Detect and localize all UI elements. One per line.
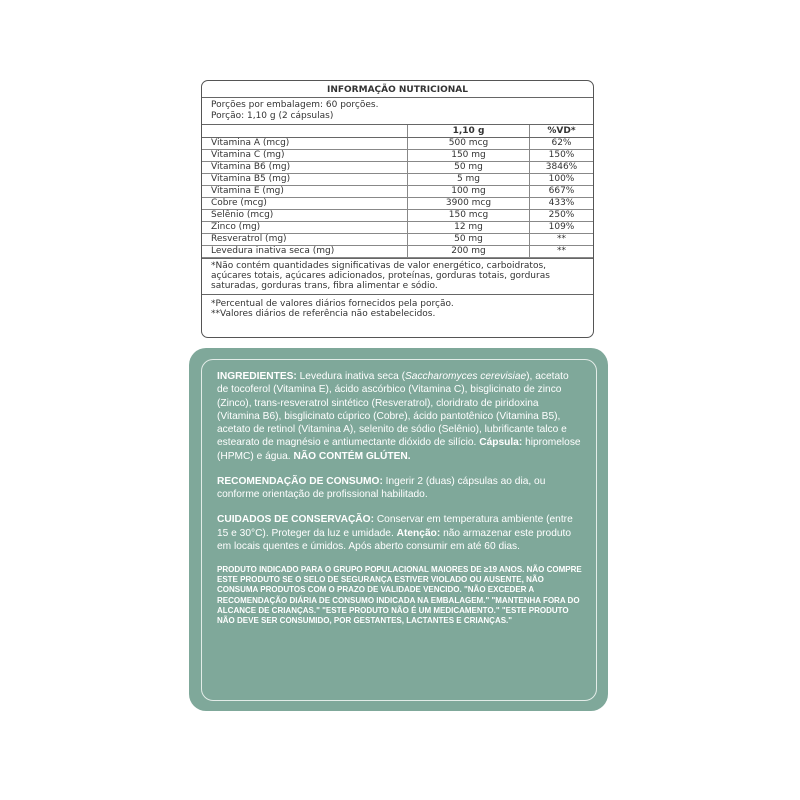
capsule-label: Cápsula: (479, 437, 523, 449)
ingredients-panel-inner (201, 359, 597, 701)
nutrient-name: Vitamina A (mcg) (202, 138, 408, 150)
nutrient-vd: ** (530, 234, 594, 246)
servings-per-pack: Porções por embalagem: 60 porções. (211, 100, 379, 111)
footnote-reference: **Valores diários de referência não estabelecidos. (211, 308, 436, 319)
nutrient-name: Selênio (mcg) (202, 210, 408, 222)
nutrient-vd: 62% (530, 138, 594, 150)
nutrition-note: *Não contém quantidades significativas de valor energético, carboidratos, açúcares totais, açúcares adicionados, proteínas, gorduras totais, gorduras saturadas, gorduras trans, fibra alimentar e sódio. (202, 258, 593, 293)
capsule-text: hipromelose (HPMC) e água. (217, 437, 581, 462)
nutrient-vd: 250% (530, 210, 594, 222)
nutrient-vd: 100% (530, 174, 594, 186)
nutrient-name: Vitamina B6 (mg) (202, 162, 408, 174)
recommendation-section (217, 475, 582, 502)
nutrient-header-row (202, 125, 593, 138)
nutrition-facts-table (201, 80, 594, 338)
header-vd: %VD* (530, 125, 594, 138)
nutrient-amount: 100 mg (408, 186, 530, 198)
footnote-vd: *Percentual de valores diários fornecidos pela porção. (211, 298, 454, 309)
attention-text: não armazenar este produto em locais quentes e úmidos. Após aberto consumir em até 60 dias. (217, 527, 572, 552)
nutrient-amount: 3900 mcg (408, 198, 530, 210)
nutrient-vd: 150% (530, 150, 594, 162)
ingredients-text-1: Levedura inativa seca ( (296, 371, 405, 382)
nutrient-vd: ** (530, 246, 594, 258)
ingredients-text-2: ), acetato de tocoferol (Vitamina E), ácido ascórbico (Vitamina C), bisglicinato de zinco (Zinco), trans-resveratrol sintético (Resveratrol), cloridrato de piridoxina (Vitamina B6), bisglicinato cúprico (Cobre), ácido pantotênico (Vitamina B5), acetato de retinol (Vitamina A), selenito de sódio (Selênio), lubrificante talco e estearato de magnésio e antiumectante dióxido de silício. (217, 371, 569, 449)
nutrient-amount: 150 mcg (408, 210, 530, 222)
header-amount: 1,10 g (408, 125, 530, 138)
ingredients-species: Saccharomyces cerevisiae (404, 371, 527, 382)
ingredients-section (217, 370, 582, 463)
nutrient-name: Zinco (mg) (202, 222, 408, 234)
nutrient-row (202, 150, 593, 162)
nutrient-vd: 3846% (530, 162, 594, 174)
storage-text: Conservar em temperatura ambiente (entre 15 e 30°C). Proteger da luz e umidade. (217, 514, 573, 539)
nutrient-name: Cobre (mcg) (202, 198, 408, 210)
nutrient-amount: 50 mg (408, 234, 530, 246)
nutrient-row (202, 234, 593, 246)
nutrient-row (202, 174, 593, 186)
serving-size: Porção: 1,10 g (2 cápsulas) (211, 110, 334, 121)
storage-section (217, 513, 582, 553)
nutrient-row (202, 246, 593, 258)
ingredients-label: INGREDIENTES: (217, 371, 297, 382)
servings-info (202, 98, 593, 125)
nutrient-row (202, 198, 593, 210)
nutrient-name: Vitamina C (mg) (202, 150, 408, 162)
nutrient-name: Vitamina B5 (mg) (202, 174, 408, 186)
nutrient-amount: 12 mg (408, 222, 530, 234)
nutrient-row (202, 186, 593, 198)
nutrient-amount: 150 mg (408, 150, 530, 162)
recommendation-text: Ingerir 2 (duas) cápsulas ao dia, ou conforme orientação de profissional habilitado. (217, 475, 546, 500)
nutrient-amount: 5 mg (408, 174, 530, 186)
nutrient-vd: 109% (530, 222, 594, 234)
legal-warning: PRODUTO INDICADO PARA O GRUPO POPULACIONAL MAIORES DE ≥19 ANOS. NÃO COMPRE ESTE PRODUTO SE O SELO DE SEGURANÇA ESTIVER VIOLADO OU AUSENTE, NÃO CONSUMA PRODUTOS COM O PRAZO DE VALIDADE VENCIDO. "NÃO EXCEDER A RECOMENDAÇÃO DIÁRIA DE CONSUMO INDICADA NA EMBALAGEM." "MANTENHA FORA DO ALCANCE DE CRIANÇAS." "ESTE PRODUTO NÃO É UM MEDICAMENTO." "ESTE PRODUTO NÃO DEVE SER CONSUMIDO, POR GESTANTES, LACTANTES E CRIANÇAS." (217, 565, 582, 626)
ingredients-panel (189, 348, 608, 711)
nutrient-amount: 50 mg (408, 162, 530, 174)
storage-label: CUIDADOS DE CONSERVAÇÃO: (217, 514, 374, 526)
nutrition-footnotes (202, 294, 593, 323)
recommendation-label: RECOMENDAÇÃO DE CONSUMO: (217, 475, 383, 487)
nutrient-amount: 200 mg (408, 246, 530, 258)
nutrient-name: Levedura inativa seca (mg) (202, 246, 408, 258)
nutrient-table (202, 125, 593, 258)
nutrient-row (202, 162, 593, 174)
nutrient-row (202, 222, 593, 234)
gluten-free-notice: NÃO CONTÉM GLÚTEN. (293, 450, 411, 462)
nutrient-vd: 667% (530, 186, 594, 198)
attention-label: Atenção: (396, 527, 441, 539)
header-blank (202, 125, 408, 138)
nutrient-name: Resveratrol (mg) (202, 234, 408, 246)
nutrient-amount: 500 mcg (408, 138, 530, 150)
nutrient-row (202, 210, 593, 222)
nutrient-name: Vitamina E (mg) (202, 186, 408, 198)
nutrition-title: INFORMAÇÃO NUTRICIONAL (202, 81, 593, 98)
nutrient-vd: 433% (530, 198, 594, 210)
nutrient-row (202, 138, 593, 150)
